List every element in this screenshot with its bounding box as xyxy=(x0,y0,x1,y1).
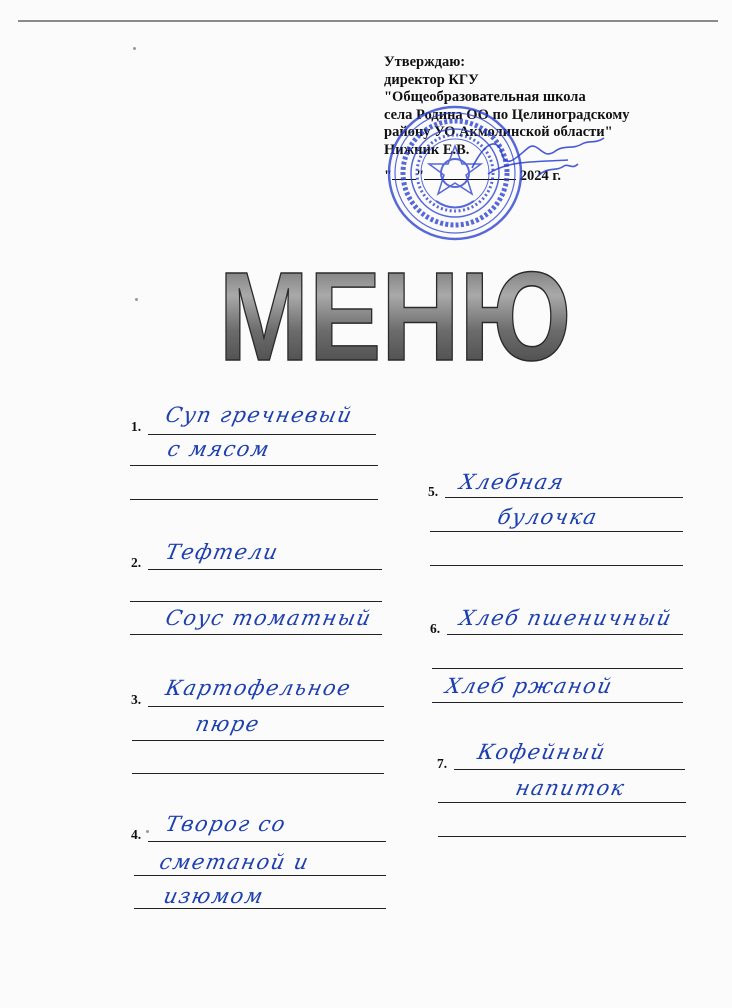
item-line xyxy=(148,706,384,707)
handwritten-entry: сметаной и xyxy=(157,850,312,874)
handwritten-entry: Кофейный xyxy=(475,740,609,764)
item-line xyxy=(130,634,382,635)
item-line xyxy=(148,841,386,842)
item-line xyxy=(130,499,378,500)
item-line xyxy=(130,465,378,466)
approval-line-3: "Общеобразовательная школа xyxy=(384,89,586,105)
item-line xyxy=(148,434,376,435)
item-line xyxy=(132,740,384,741)
item-number: 3. xyxy=(131,692,142,707)
item-line xyxy=(438,836,686,837)
approval-line-5: району УО Акмолинской области" xyxy=(384,124,613,140)
item-line xyxy=(134,875,386,876)
item-line xyxy=(148,569,382,570)
item-number: 1. xyxy=(131,419,142,434)
date-quote-open: " xyxy=(384,168,393,184)
item-line xyxy=(447,634,683,635)
menu-title xyxy=(190,250,600,370)
approval-line-4: села Родина ОО по Целиноградскому xyxy=(384,106,630,123)
item-line xyxy=(445,497,683,498)
handwritten-entry: Соус томатный xyxy=(163,606,375,630)
paper-speck xyxy=(133,47,136,50)
approval-line-2: директор КГУ xyxy=(384,71,479,88)
handwritten-entry: булочка xyxy=(495,505,601,529)
signature-icon xyxy=(468,130,608,190)
top-rule xyxy=(18,20,718,22)
handwritten-entry: Творог со xyxy=(163,812,289,836)
item-line xyxy=(130,601,382,602)
item-line xyxy=(454,769,685,770)
handwritten-entry: изюмом xyxy=(161,884,267,908)
handwritten-entry: с мясом xyxy=(165,437,273,461)
item-number: 4. xyxy=(131,827,142,842)
handwritten-entry: Хлеб пшеничный xyxy=(457,606,675,630)
item-line xyxy=(432,702,683,703)
item-line xyxy=(432,668,683,669)
item-number: 7. xyxy=(437,756,448,771)
handwritten-entry: Тефтели xyxy=(163,540,282,564)
item-line xyxy=(438,802,686,803)
paper-speck xyxy=(146,830,149,833)
handwritten-entry: Хлеб ржаной xyxy=(443,674,616,698)
handwritten-entry: Суп гречневый xyxy=(163,403,356,427)
date-quote-mid: " xyxy=(416,168,425,184)
handwritten-entry: напиток xyxy=(513,776,628,800)
handwritten-entry: Картофельное xyxy=(163,676,354,700)
item-line xyxy=(132,773,384,774)
item-line xyxy=(430,565,683,566)
paper-speck xyxy=(135,298,138,301)
handwritten-entry: Хлебная xyxy=(457,470,567,494)
approval-line-1: Утверждаю: xyxy=(384,54,466,70)
item-line xyxy=(134,908,386,909)
date-year: 2024 г. xyxy=(519,168,561,184)
approval-line-6: Нижник Е.В. xyxy=(384,141,470,158)
item-number: 2. xyxy=(131,555,142,570)
menu-title-text: МЕНЮ xyxy=(218,250,572,370)
item-number: 6. xyxy=(430,621,441,636)
handwritten-entry: пюре xyxy=(193,712,263,736)
item-number: 5. xyxy=(428,484,439,499)
item-line xyxy=(430,531,683,532)
